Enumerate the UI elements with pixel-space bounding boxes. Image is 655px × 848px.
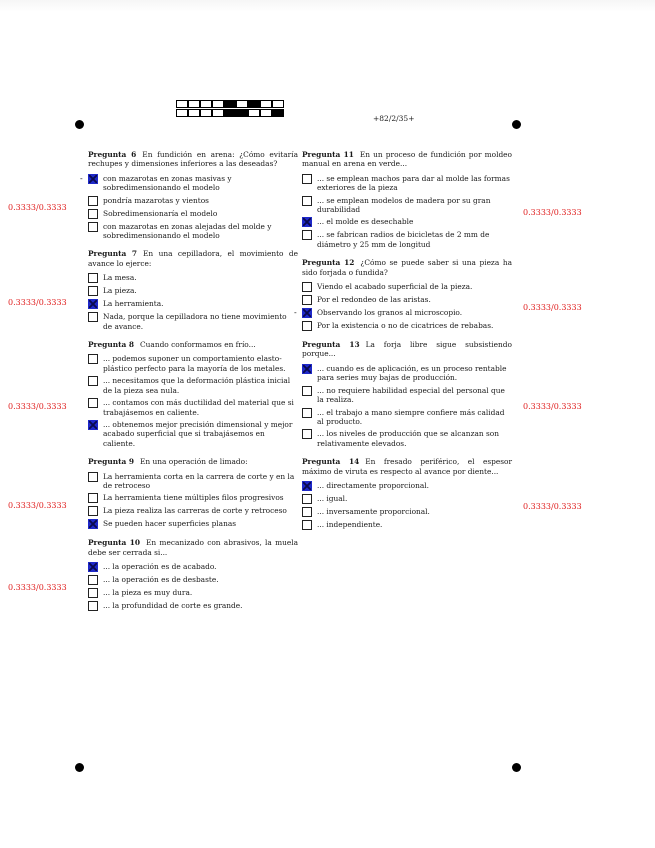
answer-option-text: Por el redondeo de las aristas. [317, 295, 431, 305]
question-prompt: La forja libre sigue subsistiendo porque... [302, 340, 512, 359]
question-block [302, 340, 512, 448]
question-text [88, 150, 298, 169]
answer-option[interactable] [88, 588, 298, 598]
answer-checkbox[interactable] [88, 222, 98, 232]
answer-checkbox[interactable] [88, 601, 98, 611]
question-block [88, 457, 298, 529]
question-text [88, 249, 298, 268]
answer-checkbox[interactable] [88, 209, 98, 219]
answer-option-text: ... los niveles de producción que se alcanzan son relativamente elevados. [317, 429, 499, 448]
question-text [302, 150, 512, 169]
answer-option-text: La herramienta. [103, 299, 164, 309]
question-text [88, 538, 298, 557]
answer-checkbox[interactable] [302, 408, 312, 418]
question-block [88, 538, 298, 611]
answer-option-text: ... cuando es de aplicación, es un proceso rentable para series muy bajas de producción. [317, 363, 507, 383]
answer-option[interactable] [302, 386, 512, 405]
question-prompt: Cuando conformamos en frío... [140, 340, 256, 350]
answer-option-text: ... se emplean machos para dar al molde las formas exteriores de la pieza [317, 173, 510, 193]
answer-option-text: ... igual. [317, 493, 348, 503]
answer-option[interactable] [302, 507, 512, 517]
answer-option-text: ... el molde es desechable [317, 217, 414, 227]
answer-option[interactable] [88, 312, 298, 331]
answer-checkbox[interactable] [88, 588, 98, 598]
answer-option-text: Observando los granos al microscopio. [317, 308, 463, 318]
scan-edge [0, 0, 655, 12]
answer-option[interactable] [302, 494, 512, 504]
answer-option-text: ... necesitamos que la deformación plástica inicial de la pieza sea nula. [103, 376, 291, 395]
answer-option-text: ... no requiere habilidad especial del personal que la realiza. [317, 385, 505, 405]
answer-option-text: ... inversamente proporcional. [317, 506, 430, 516]
answer-checkbox[interactable] [88, 562, 98, 572]
answer-option[interactable] [88, 209, 298, 219]
answer-option-text: ... directamente proporcional. [317, 480, 430, 490]
answer-checkbox[interactable] [302, 429, 312, 439]
question-number: Pregunta 10 [88, 538, 141, 548]
answer-option-text: ... independiente. [317, 519, 383, 529]
answer-checkbox[interactable] [302, 230, 312, 240]
question-block [294, 258, 512, 331]
selection-mark: - [80, 173, 83, 183]
answer-checkbox[interactable] [88, 174, 98, 184]
answer-option-text: Nada, porque la cepilladora no tiene movimiento de avance. [103, 312, 287, 331]
answer-option[interactable] [302, 408, 512, 427]
question-text [88, 457, 298, 466]
left-column [80, 150, 298, 620]
answer-option[interactable] [302, 364, 512, 383]
answer-checkbox[interactable] [302, 364, 312, 374]
answer-sheet-barcode [176, 100, 284, 118]
answer-option-text: ... la profundidad de corte es grande. [103, 601, 243, 611]
registration-mark-top-right [512, 120, 521, 129]
answer-option[interactable] [302, 217, 512, 227]
question-block [302, 457, 512, 530]
question-text [302, 258, 512, 277]
question-text [302, 340, 512, 359]
answer-option[interactable] [88, 222, 298, 241]
answer-option[interactable] [88, 519, 298, 529]
answer-checkbox[interactable] [88, 398, 98, 408]
answer-option[interactable] [294, 308, 512, 318]
answer-option-text: La herramienta tiene múltiples filos progresivos [103, 493, 284, 503]
answer-checkbox[interactable] [88, 493, 98, 503]
answer-checkbox[interactable] [88, 376, 98, 386]
question-block [88, 340, 298, 448]
page-code: +82/2/35+ [373, 114, 415, 123]
answer-checkbox[interactable] [302, 217, 312, 227]
answer-option[interactable] [302, 282, 512, 292]
question-prompt: En un proceso de fundición por moldeo manual en arena en verde... [302, 150, 512, 169]
answer-option-text: ... se emplean modelos de madera por su gran durabilidad [317, 195, 491, 215]
answer-option-text: ... podemos suponer un comportamiento elasto-plástico perfecto para la mayoría de los metales. [103, 354, 286, 373]
answer-checkbox[interactable] [302, 481, 312, 491]
question-block [302, 150, 512, 249]
answer-checkbox[interactable] [302, 308, 312, 318]
question-number: Pregunta 7 [88, 249, 138, 259]
question-score: 0.3333/0.3333 [523, 502, 582, 511]
answer-checkbox[interactable] [302, 196, 312, 206]
answer-option-text: La pieza. [103, 286, 137, 296]
question-prompt: En una cepilladora, el movimiento de avance lo ejerce: [88, 249, 298, 268]
answer-checkbox[interactable] [88, 312, 98, 322]
answer-option[interactable] [302, 520, 512, 530]
question-number: Pregunta 14 [302, 457, 360, 467]
answer-checkbox[interactable] [302, 520, 312, 530]
answer-option[interactable] [88, 398, 298, 417]
answer-option-text: La herramienta corta en la carrera de corte y en la de retroceso [103, 471, 295, 490]
question-score: 0.3333/0.3333 [8, 402, 67, 411]
answer-option-text: ... la pieza es muy dura. [103, 588, 193, 598]
answer-checkbox[interactable] [88, 575, 98, 585]
answer-checkbox[interactable] [88, 196, 98, 206]
answer-option[interactable] [88, 196, 298, 206]
registration-mark-bottom-left [75, 763, 84, 772]
answer-option-text: La mesa. [103, 273, 137, 283]
answer-option[interactable] [302, 321, 512, 331]
answer-checkbox[interactable] [88, 273, 98, 283]
registration-mark-bottom-right [512, 763, 521, 772]
answer-option[interactable] [88, 376, 298, 395]
registration-mark-top-left [75, 120, 84, 129]
answer-checkbox[interactable] [302, 174, 312, 184]
answer-checkbox[interactable] [88, 420, 98, 430]
question-score: 0.3333/0.3333 [8, 298, 67, 307]
question-prompt: En una operación de limado: [140, 457, 248, 467]
question-number: Pregunta 11 [302, 150, 354, 159]
question-text [88, 340, 298, 349]
answer-option[interactable] [88, 286, 298, 296]
answer-checkbox[interactable] [88, 472, 98, 482]
answer-checkbox[interactable] [88, 286, 98, 296]
answer-option-text: ... la operación es de desbaste. [103, 575, 219, 585]
answer-checkbox[interactable] [88, 354, 98, 364]
answer-option[interactable] [302, 196, 512, 215]
question-prompt: En fresado periférico, el espesor máximo de viruta es respecto al avance por diente... [302, 457, 512, 476]
answer-option[interactable] [88, 601, 298, 611]
answer-checkbox[interactable] [88, 519, 98, 529]
answer-option[interactable] [88, 575, 298, 585]
answer-option-text: Viendo el acabado superficial de la pieza. [317, 282, 473, 292]
answer-option[interactable] [88, 420, 298, 448]
answer-checkbox[interactable] [302, 321, 312, 331]
question-number: Pregunta 8 [88, 340, 134, 350]
answer-option-text: ... el trabajo a mano siempre confiere más calidad al producto. [317, 407, 505, 426]
answer-option[interactable] [80, 173, 298, 193]
answer-option-text: La pieza realiza las carreras de corte y retroceso [103, 506, 287, 516]
answer-checkbox[interactable] [302, 507, 312, 517]
answer-option-text: ... obtenemos mejor precisión dimensional y mejor acabado superficial que si trabajásemos en caliente. [103, 419, 293, 448]
answer-checkbox[interactable] [302, 494, 312, 504]
right-column [294, 150, 512, 539]
answer-option-text: Sobredimensionaría el modelo [103, 208, 218, 218]
question-score: 0.3333/0.3333 [8, 583, 67, 592]
question-text [302, 457, 512, 476]
answer-option[interactable] [88, 273, 298, 283]
question-prompt: ¿Cómo se puede saber si una pieza ha sido forjada o fundida? [302, 258, 512, 277]
answer-option[interactable] [88, 506, 298, 516]
answer-checkbox[interactable] [88, 506, 98, 516]
answer-checkbox[interactable] [302, 386, 312, 396]
answer-checkbox[interactable] [302, 282, 312, 292]
question-number: Pregunta 13 [302, 340, 360, 350]
answer-option[interactable] [302, 481, 512, 491]
answer-option[interactable] [88, 493, 298, 503]
question-number: Pregunta 6 [88, 150, 137, 159]
answer-option-text: Se pueden hacer superficies planas [103, 519, 237, 529]
answer-option-text: ... contamos con más ductilidad del material que si trabajásemos en caliente. [103, 398, 294, 417]
answer-option-text: Por la existencia o no de cicatrices de rebabas. [317, 321, 494, 331]
question-score: 0.3333/0.3333 [523, 402, 582, 411]
question-block [80, 150, 298, 241]
question-score: 0.3333/0.3333 [8, 203, 67, 212]
question-prompt: En mecanizado con abrasivos, la muela debe ser cerrada si... [88, 538, 298, 557]
answer-option[interactable] [88, 562, 298, 572]
answer-option-text: con mazarotas en zonas alejadas del molde y sobredimensionando el modelo [103, 221, 272, 241]
answer-option-text: con mazarotas en zonas masivas y sobredimensionando el modelo [103, 173, 232, 193]
question-score: 0.3333/0.3333 [523, 208, 582, 217]
answer-option-text: ... se fabrican radios de bicicletas de 2 mm de diámetro y 25 mm de longitud [317, 230, 490, 249]
answer-option[interactable] [302, 174, 512, 193]
answer-option[interactable] [88, 472, 298, 491]
question-score: 0.3333/0.3333 [8, 501, 67, 510]
answer-checkbox[interactable] [302, 295, 312, 305]
question-number: Pregunta 12 [302, 258, 355, 268]
selection-mark: - [294, 308, 297, 318]
answer-option[interactable] [302, 429, 512, 448]
answer-option-text: pondría mazarotas y vientos [103, 195, 209, 205]
question-number: Pregunta 9 [88, 457, 134, 467]
question-score: 0.3333/0.3333 [523, 303, 582, 312]
answer-option[interactable] [302, 230, 512, 249]
question-block [88, 249, 298, 331]
answer-option[interactable] [302, 295, 512, 305]
answer-checkbox[interactable] [88, 299, 98, 309]
answer-option-text: ... la operación es de acabado. [103, 562, 217, 572]
question-prompt: En fundición en arena: ¿Cómo evitaría rechupes y dimensiones inferiores a las deseadas? [88, 150, 298, 169]
answer-option[interactable] [88, 354, 298, 373]
answer-option[interactable] [88, 299, 298, 309]
